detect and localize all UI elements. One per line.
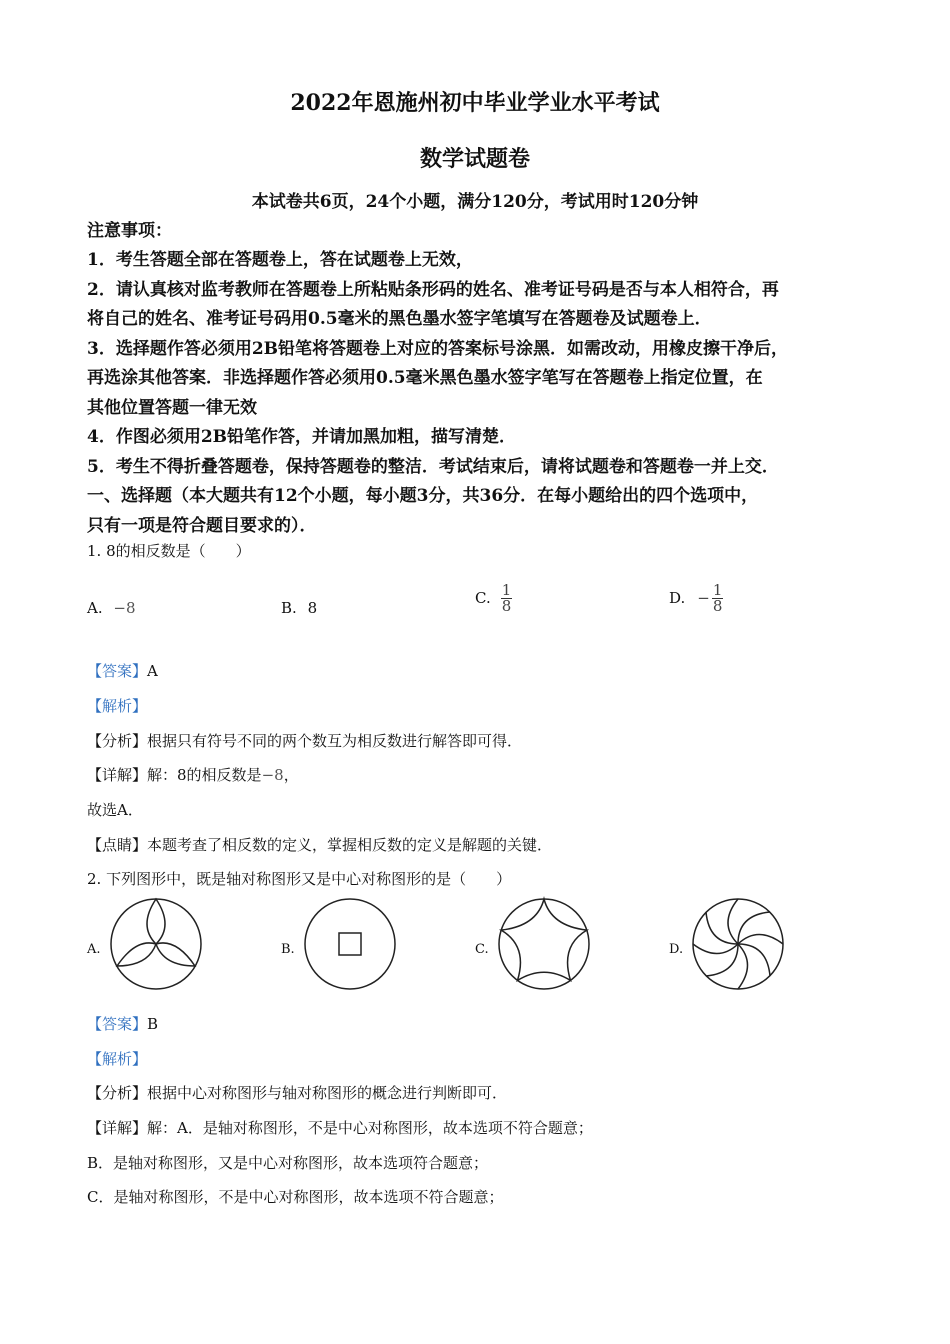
section-heading: 只有一项是符合题目要求的）． (87, 516, 317, 536)
q1-answer (87, 660, 158, 681)
figure-a-three-arcs (108, 896, 204, 992)
q2-label-a: A. (87, 942, 101, 957)
xiangjie-end: ， (283, 766, 299, 784)
option-value: −8 (113, 599, 136, 617)
question-2-stem: 2. 下列图形中，既是轴对称图形又是中心对称图形的是（ ） (87, 870, 512, 888)
figure-d-spiral-arcs (690, 896, 786, 992)
exam-info: 本试卷共6页，24个小题，满分120分，考试用时120分钟 (251, 192, 699, 212)
q2-answer (87, 1013, 158, 1034)
section-heading: 一、选择题（本大题共有12个小题，每小题3分，共36分．在每小题给出的四个选项中， (87, 486, 759, 506)
fraction-numerator: 1 (712, 580, 723, 599)
notice-item: 3．选择题作答必须用2B铅笔将答题卷上对应的答案标号涂黑．如需改动，用橡皮擦干净后， (87, 339, 789, 359)
answer-value: B (147, 1015, 159, 1033)
figure-c-curved-pentagon (496, 896, 592, 992)
notice-item: 将自己的姓名、准考证号码用0.5毫米的黑色墨水签字笔填写在答题卷及试题卷上． (87, 309, 712, 329)
q1-option-b (281, 599, 317, 617)
analysis-tag: 【解析】 (87, 1050, 148, 1068)
minus-sign: − (697, 589, 710, 607)
fraction (712, 580, 724, 615)
option-value: 8 (307, 599, 318, 617)
question-1-stem: 1. 8的相反数是（ ） (87, 542, 251, 560)
q2-label-b: B. (281, 942, 295, 957)
answer-tag: 【答案】 (87, 662, 148, 680)
q2-label-d: D. (669, 942, 684, 957)
notice-item: 再选涂其他答案．非选择题作答必须用0.5毫米黑色墨水签字笔写在答题卷上指定位置，在 (87, 368, 763, 388)
q1-option-a (87, 599, 136, 617)
notice-heading: 注意事项： (87, 221, 172, 241)
option-label: C. (475, 589, 491, 607)
xiangjie-tag: 【详解】 (87, 766, 148, 784)
fraction (501, 580, 513, 615)
option-label: A. (87, 599, 103, 617)
q2-fenxi (87, 1082, 507, 1103)
answer-tag: 【答案】 (87, 1015, 148, 1033)
q1-xiangjie (87, 764, 299, 785)
xiangjie-value: −8 (261, 766, 284, 784)
notice-item: 2．请认真核对监考教师在答题卷上所粘贴条形码的姓名、准考证号码是否与本人相符合，再 (87, 280, 779, 300)
fenxi-text: 根据中心对称图形与轴对称图形的概念进行判断即可． (147, 1084, 508, 1102)
q1-option-c (475, 574, 512, 622)
answer-value: A (147, 662, 158, 680)
notice-item: 4．作图必须用2B铅笔作答，并请加黑加粗，描写清楚． (87, 427, 517, 447)
q2-line-c: C．是轴对称图形，不是中心对称图形，故本选项不符合题意； (87, 1188, 504, 1206)
xiangjie-text: 解：8的相反数是 (147, 766, 262, 784)
option-label: B. (281, 599, 297, 617)
notice-item: 1．考生答题全部在答题卷上，答在试题卷上无效， (87, 250, 473, 270)
page-subtitle: 数学试题卷 (419, 146, 530, 172)
xiangjie-tag: 【详解】 (87, 1119, 148, 1137)
fraction-numerator: 1 (501, 580, 512, 599)
fenxi-text: 根据只有符号不同的两个数互为相反数进行解答即可得． (147, 732, 523, 750)
fenxi-tag: 【分析】 (87, 1084, 148, 1102)
fraction-denominator: 8 (712, 596, 723, 615)
fraction-denominator: 8 (501, 596, 512, 615)
fenxi-tag: 【分析】 (87, 732, 148, 750)
notice-item: 5．考生不得折叠答题卷，保持答题卷的整洁．考试结束后，请将试题卷和答题卷一并上交． (87, 457, 779, 477)
q1-dianjing (87, 834, 552, 855)
q1-choose: 故选A． (87, 801, 143, 819)
dianjing-tag: 【点睛】 (87, 836, 148, 854)
q2-line-b: B．是轴对称图形，又是中心对称图形，故本选项符合题意； (87, 1154, 489, 1172)
q2-label-c: C. (475, 942, 489, 957)
figure-b-circle-square (302, 896, 398, 992)
q2-xiangjie (87, 1117, 593, 1138)
option-label: D. (669, 589, 686, 607)
notice-item: 其他位置答题一律无效 (87, 398, 257, 418)
q1-option-d (669, 574, 723, 622)
page-title: 2022年恩施州初中毕业学业水平考试 (290, 90, 660, 116)
dianjing-text: 本题考查了相反数的定义，掌握相反数的定义是解题的关键． (147, 836, 553, 854)
analysis-tag: 【解析】 (87, 697, 148, 715)
xiangjie-text: 解：A．是轴对称图形，不是中心对称图形，故本选项不符合题意； (147, 1119, 593, 1137)
q1-fenxi (87, 730, 522, 751)
